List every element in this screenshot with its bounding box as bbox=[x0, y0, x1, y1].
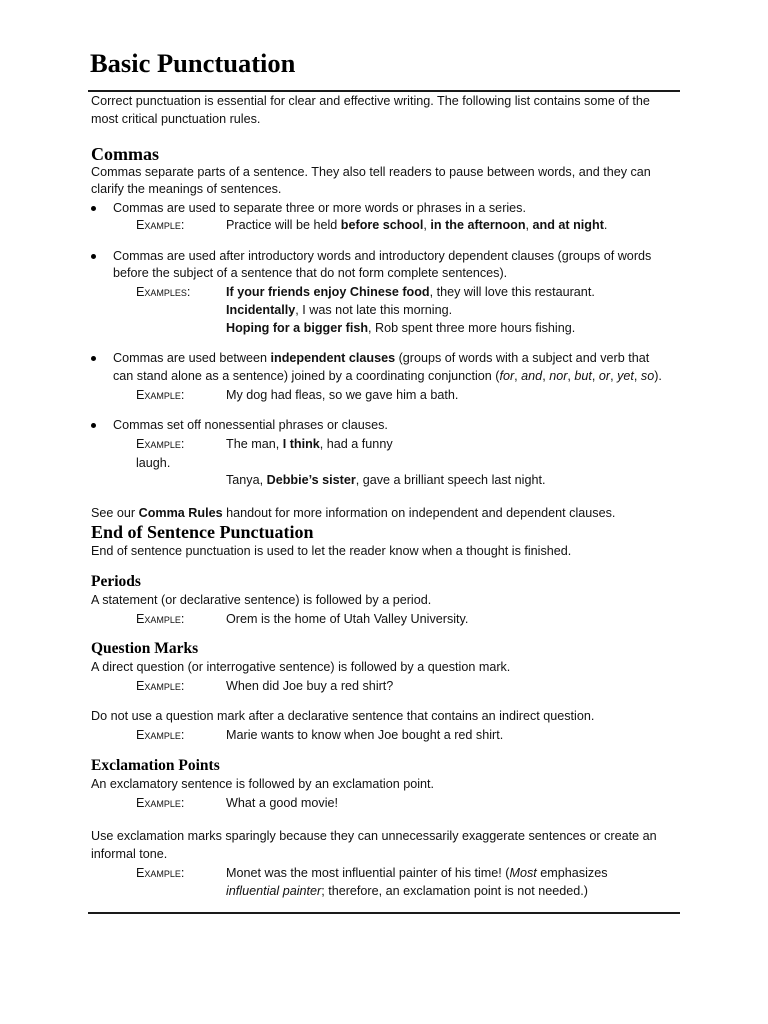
example-sentence: My dog had fleas, so we gave him a bath. bbox=[226, 388, 459, 402]
example-text: , they will love this restaurant. bbox=[429, 285, 595, 299]
exclamation-points-rule: An exclamatory sentence is followed by an exclamation point. bbox=[91, 777, 435, 791]
example-text: , Rob spent three more hours fishing. bbox=[368, 321, 576, 335]
periods-rule: A statement (or declarative sentence) is followed by a period. bbox=[91, 593, 432, 607]
bullet-icon bbox=[91, 206, 96, 211]
rule-text-independent bbox=[113, 349, 649, 367]
rule-text: Commas are used between bbox=[113, 351, 271, 365]
intro-line: most critical punctuation rules. bbox=[91, 112, 261, 126]
rule-text: ). bbox=[654, 369, 662, 383]
conjunction: so bbox=[640, 369, 655, 383]
bottom-divider bbox=[88, 912, 680, 914]
example-sentence-wrap: laugh. bbox=[136, 456, 171, 470]
example-sentence: What a good movie! bbox=[226, 796, 339, 810]
example-bold-phrase: and at night bbox=[532, 218, 604, 232]
commas-intro-line: Commas separate parts of a sentence. They also tell readers to pause between words, and they can bbox=[91, 165, 651, 179]
note-text: See our bbox=[91, 506, 139, 520]
bullet-icon bbox=[91, 423, 96, 428]
conjunction: for bbox=[499, 369, 515, 383]
example-sentence bbox=[226, 864, 608, 882]
example-text: Monet was the most influential painter of his time! ( bbox=[226, 866, 510, 880]
example-label: Examples: bbox=[136, 285, 191, 299]
example-bold-phrase: before school bbox=[340, 218, 424, 232]
separator: , bbox=[591, 369, 599, 383]
section-heading-end-of-sentence: End of Sentence Punctuation bbox=[91, 522, 314, 542]
example-text: Tanya, bbox=[226, 473, 267, 487]
conjunction: yet bbox=[617, 369, 634, 383]
example-sentence bbox=[226, 882, 588, 900]
bullet-icon bbox=[91, 254, 96, 259]
example-sentence bbox=[226, 301, 452, 319]
example-sentence bbox=[226, 471, 545, 489]
example-text: The man, bbox=[226, 437, 283, 451]
rule-bold-term: independent clauses bbox=[270, 351, 396, 365]
example-sentence bbox=[226, 216, 607, 234]
example-bold-phrase: Incidentally bbox=[226, 303, 296, 317]
separator: , bbox=[633, 369, 641, 383]
intro-line: Correct punctuation is essential for clear and effective writing. The following list contains some of the bbox=[91, 94, 650, 108]
example-text: . bbox=[603, 218, 608, 232]
example-bold-phrase: Debbie’s sister bbox=[266, 473, 356, 487]
example-bold-phrase: If your friends enjoy Chinese food bbox=[226, 285, 430, 299]
subheading-exclamation-points: Exclamation Points bbox=[91, 757, 220, 774]
page-title: Basic Punctuation bbox=[90, 48, 296, 78]
conjunction: and bbox=[521, 369, 543, 383]
rule-text: (groups of words with a subject and verb that bbox=[395, 351, 650, 365]
example-label: Example: bbox=[136, 728, 185, 742]
subheading-question-marks: Question Marks bbox=[91, 640, 199, 657]
example-text: Practice will be held bbox=[226, 218, 341, 232]
question-marks-rule: A direct question (or interrogative sentence) is followed by a question mark. bbox=[91, 660, 511, 674]
rule-text-nonessential: Commas set off nonessential phrases or clauses. bbox=[113, 418, 388, 432]
example-text: , I was not late this morning. bbox=[295, 303, 453, 317]
example-sentence: When did Joe buy a red shirt? bbox=[226, 679, 394, 693]
conjunction: nor bbox=[549, 369, 568, 383]
example-text: emphasizes bbox=[536, 866, 608, 880]
example-label: Example: bbox=[136, 796, 185, 810]
rule-text: can stand alone as a sentence) joined by a coordinating conjunction ( bbox=[113, 369, 500, 383]
handout-name: Comma Rules bbox=[138, 506, 223, 520]
rule-text-introductory: before the subject of a sentence that do not form complete sentences). bbox=[113, 266, 508, 280]
rule-text-series: Commas are used to separate three or more words or phrases in a series. bbox=[113, 201, 526, 215]
example-sentence: Orem is the home of Utah Valley University. bbox=[226, 612, 469, 626]
example-italic-phrase: influential painter bbox=[226, 884, 322, 898]
example-sentence bbox=[226, 319, 575, 337]
example-sentence: Marie wants to know when Joe bought a red shirt. bbox=[226, 728, 504, 742]
exclamation-points-note: Use exclamation marks sparingly because they can unnecessarily exaggerate sentences or create an bbox=[91, 829, 657, 843]
bullet-icon bbox=[91, 356, 96, 361]
rule-text-introductory: Commas are used after introductory words and introductory dependent clauses (groups of words bbox=[113, 249, 652, 263]
example-label: Example: bbox=[136, 218, 185, 232]
example-bold-phrase: in the afternoon bbox=[430, 218, 526, 232]
example-text: , gave a brilliant speech last night. bbox=[355, 473, 546, 487]
separator: , bbox=[610, 369, 618, 383]
conjunction: or bbox=[598, 369, 611, 383]
end-of-sentence-intro: End of sentence punctuation is used to let the reader know when a thought is finished. bbox=[91, 544, 572, 558]
example-text: , had a funny bbox=[319, 437, 393, 451]
separator: , bbox=[567, 369, 575, 383]
separator: , bbox=[514, 369, 522, 383]
separator: , bbox=[542, 369, 550, 383]
example-label: Example: bbox=[136, 437, 185, 451]
example-label: Example: bbox=[136, 388, 185, 402]
question-marks-note: Do not use a question mark after a declarative sentence that contains an indirect question. bbox=[91, 709, 595, 723]
rule-text-independent bbox=[113, 367, 662, 385]
commas-intro-line: clarify the meanings of sentences. bbox=[91, 182, 282, 196]
conjunction: but bbox=[574, 369, 592, 383]
example-italic-word: Most bbox=[509, 866, 537, 880]
section-heading-commas: Commas bbox=[91, 144, 159, 164]
example-sentence bbox=[226, 283, 595, 301]
subheading-periods: Periods bbox=[91, 573, 141, 590]
example-sentence bbox=[226, 435, 393, 453]
note-text: handout for more information on independent and dependent clauses. bbox=[222, 506, 616, 520]
example-label: Example: bbox=[136, 612, 185, 626]
exclamation-points-note: informal tone. bbox=[91, 847, 168, 861]
example-text: , bbox=[525, 218, 533, 232]
example-label: Example: bbox=[136, 866, 185, 880]
example-bold-phrase: I think bbox=[282, 437, 320, 451]
example-bold-phrase: Hoping for a bigger fish bbox=[226, 321, 369, 335]
example-text: ; therefore, an exclamation point is not needed.) bbox=[321, 884, 588, 898]
example-label: Example: bbox=[136, 679, 185, 693]
example-text: , bbox=[423, 218, 431, 232]
see-also-note bbox=[91, 504, 615, 522]
